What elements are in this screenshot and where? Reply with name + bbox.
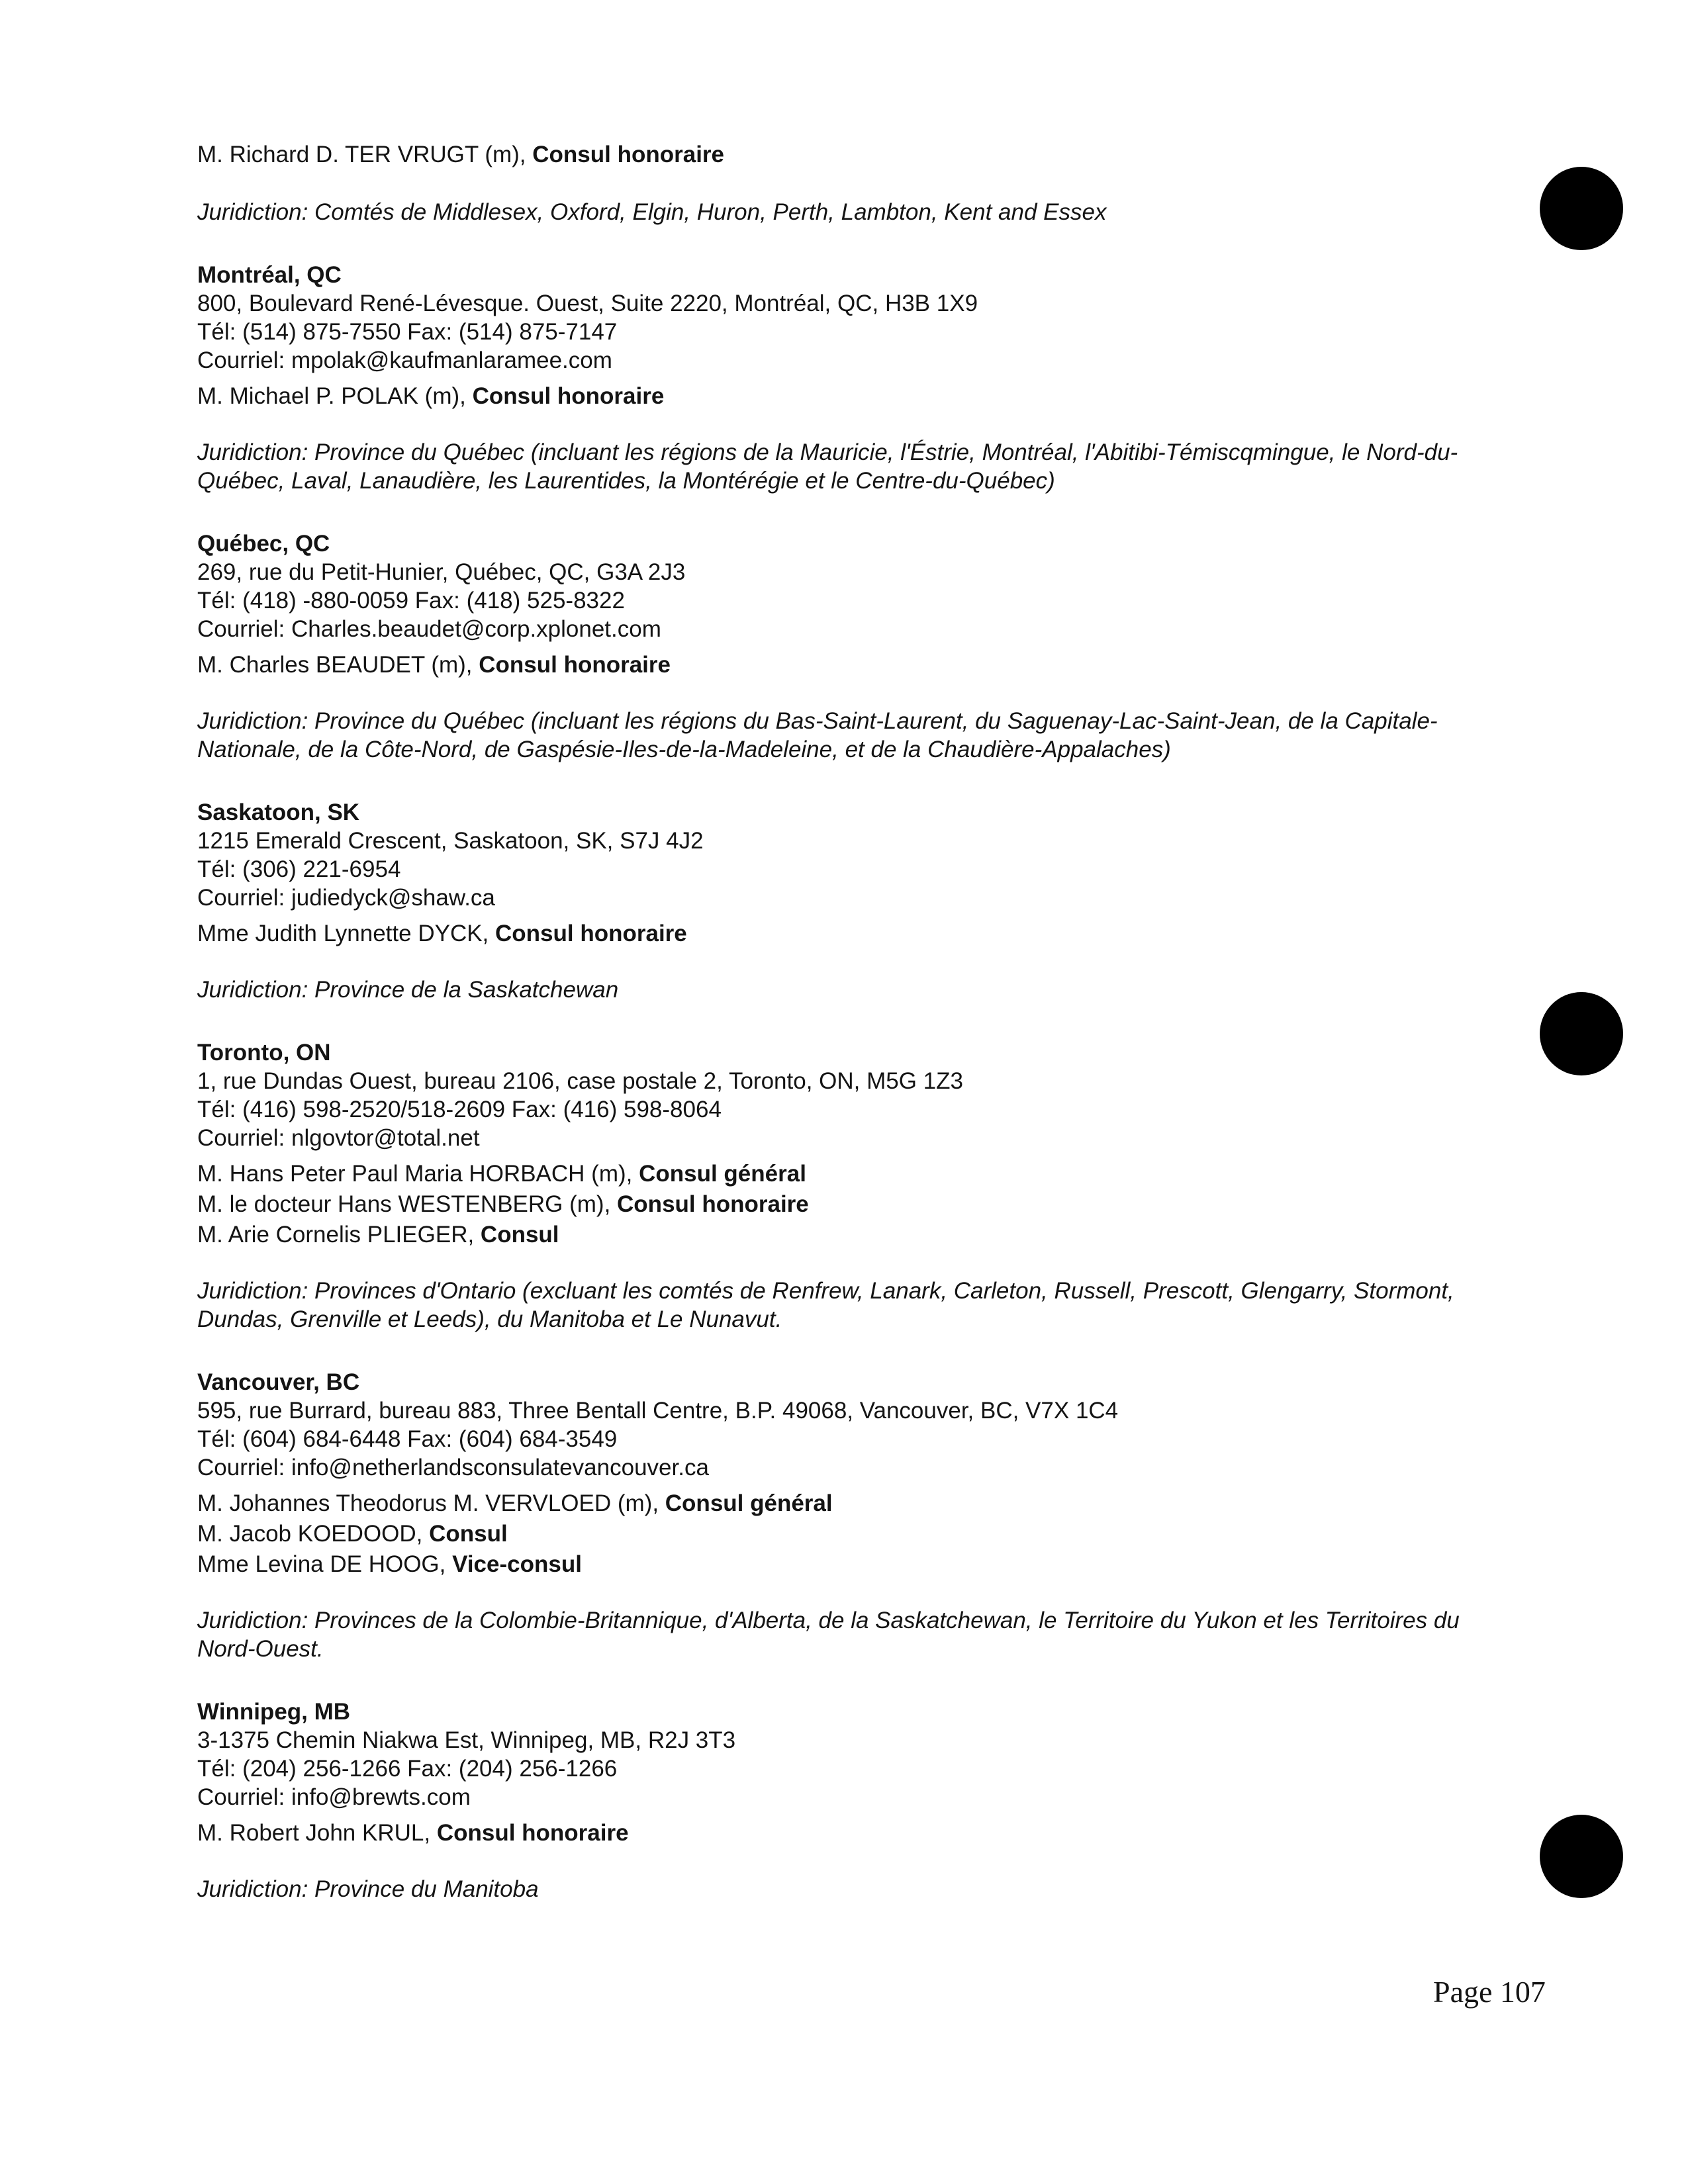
consulate-section [197,1368,1521,1663]
address-line: 3-1375 Chemin Niakwa Est, Winnipeg, MB, R2J 3T3 [197,1727,736,1753]
person-title: Consul honoraire [495,921,687,946]
phone-fax-line: Tél: (604) 684-6448 Fax: (604) 684-3549 [197,1426,618,1452]
punch-hole-top [1540,167,1623,250]
phone-fax-line: Tél: (416) 598-2520/518-2609 Fax: (416) 598-8064 [197,1097,722,1122]
person-line [197,1488,1521,1519]
person-name: Mme Judith Lynnette DYCK, [197,921,496,946]
address-line: 1215 Emerald Crescent, Saskatoon, SK, S7J 4J2 [197,828,704,854]
jurisdiction-text: Juridiction: Province du Québec (incluant les régions du Bas-Saint-Laurent, du Saguenay-Lac-Saint-Jean, de la Capitale-Nationale, de la Côte-Nord, de Gaspésie-Iles-de-la-Madeleine, et de la Chaudière-Appalaches) [197,708,1438,762]
address-line: 269, rue du Petit-Hunier, Québec, QC, G3A 2J3 [197,559,686,585]
jurisdiction-text: Juridiction: Provinces d'Ontario (excluant les comtés de Renfrew, Lanark, Carleton, Russell, Prescott, Glengarry, Stormont, Dundas, Grenville et Leeds), du Manitoba et Le Nunavut. [197,1278,1454,1332]
jurisdiction-text: Juridiction: Comtés de Middlesex, Oxford, Elgin, Huron, Perth, Lambton, Kent and Essex [197,199,1107,225]
city-heading: Winnipeg, MB [197,1699,351,1725]
document-body [197,140,1521,1903]
consulate-section [197,798,1521,1004]
email-line: Courriel: Charles.beaudet@corp.xplonet.com [197,616,661,642]
city-heading: Montréal, QC [197,262,342,288]
address-line: 800, Boulevard René-Lévesque. Ouest, Suite 2220, Montréal, QC, H3B 1X9 [197,291,978,316]
person-line [197,140,1521,169]
person-name: M. Jacob KOEDOOD, [197,1521,430,1547]
email-line: Courriel: info@netherlandsconsulatevancouver.ca [197,1455,709,1480]
person-title: Consul honoraire [617,1191,809,1217]
email-line: Courriel: info@brewts.com [197,1784,471,1810]
email-line: Courriel: judiedyck@shaw.ca [197,885,495,911]
person-name: M. Michael P. POLAK (m), [197,383,473,409]
city-heading: Toronto, ON [197,1040,331,1066]
person-name: M. Richard D. TER VRUGT (m), [197,142,533,167]
persons-list [197,1159,1521,1250]
city-heading: Vancouver, BC [197,1369,360,1395]
address-line: 1, rue Dundas Ouest, bureau 2106, case postale 2, Toronto, ON, M5G 1Z3 [197,1068,963,1094]
person-line [197,1159,1521,1189]
consulate-section [197,1038,1521,1334]
person-line [197,1519,1521,1549]
person-name: M. Arie Cornelis PLIEGER, [197,1222,481,1248]
person-title: Consul [429,1521,508,1547]
city-heading: Saskatoon, SK [197,799,360,825]
jurisdiction-text: Juridiction: Province de la Saskatchewan [197,977,619,1003]
person-name: M. Charles BEAUDET (m), [197,652,479,678]
consulate-section [197,1698,1521,1903]
person-name: M. Hans Peter Paul Maria HORBACH (m), [197,1161,639,1187]
person-title: Consul général [665,1490,833,1516]
city-heading: Québec, QC [197,531,330,557]
person-line [197,650,1521,680]
person-name: M. Robert John KRUL, [197,1820,437,1846]
person-title: Consul honoraire [532,142,725,167]
person-title: Consul honoraire [479,652,671,678]
persons-list [197,381,1521,412]
person-title: Consul général [639,1161,806,1187]
person-title: Consul [480,1222,559,1248]
person-title: Vice-consul [452,1551,582,1577]
address-line: 595, rue Burrard, bureau 883, Three Bentall Centre, B.P. 49068, Vancouver, BC, V7X 1C4 [197,1398,1119,1424]
person-title: Consul honoraire [436,1820,629,1846]
jurisdiction-text: Juridiction: Province du Québec (incluant les régions de la Mauricie, l'Éstrie, Montréal, l'Abitibi-Témiscqmingue, le Nord-du-Québec, Laval, Lanaudière, les Laurentides, la Montérégie et le Centre-du-Québec) [197,439,1458,494]
phone-fax-line: Tél: (306) 221-6954 [197,856,401,882]
person-name: Mme Levina DE HOOG, [197,1551,453,1577]
phone-fax-line: Tél: (514) 875-7550 Fax: (514) 875-7147 [197,319,618,345]
person-title: Consul honoraire [472,383,665,409]
persons-list [197,650,1521,680]
jurisdiction-text: Juridiction: Province du Manitoba [197,1876,539,1902]
person-line [197,381,1521,412]
person-line [197,919,1521,949]
person-name: M. le docteur Hans WESTENBERG (m), [197,1191,618,1217]
email-line: Courriel: nlgovtor@total.net [197,1125,480,1151]
person-line [197,1220,1521,1250]
person-line [197,1549,1521,1580]
persons-list [197,1488,1521,1580]
phone-fax-line: Tél: (204) 256-1266 Fax: (204) 256-1266 [197,1756,618,1782]
punch-hole-bottom [1540,1815,1623,1898]
consulate-sections [197,261,1521,1903]
person-name: M. Johannes Theodorus M. VERVLOED (m), [197,1490,665,1516]
person-line [197,1818,1521,1848]
persons-list [197,1818,1521,1848]
jurisdiction-text: Juridiction: Provinces de la Colombie-Britannique, d'Alberta, de la Saskatchewan, le Territoire du Yukon et les Territoires du Nord-Ouest. [197,1608,1460,1662]
persons-list [197,919,1521,949]
email-line: Courriel: mpolak@kaufmanlaramee.com [197,347,612,373]
person-line [197,1189,1521,1220]
punch-hole-middle [1540,992,1623,1075]
consulate-section [197,261,1521,495]
page-number: Page 107 [1433,1975,1546,2009]
phone-fax-line: Tél: (418) -880-0059 Fax: (418) 525-8322 [197,588,625,614]
consulate-section [197,529,1521,764]
